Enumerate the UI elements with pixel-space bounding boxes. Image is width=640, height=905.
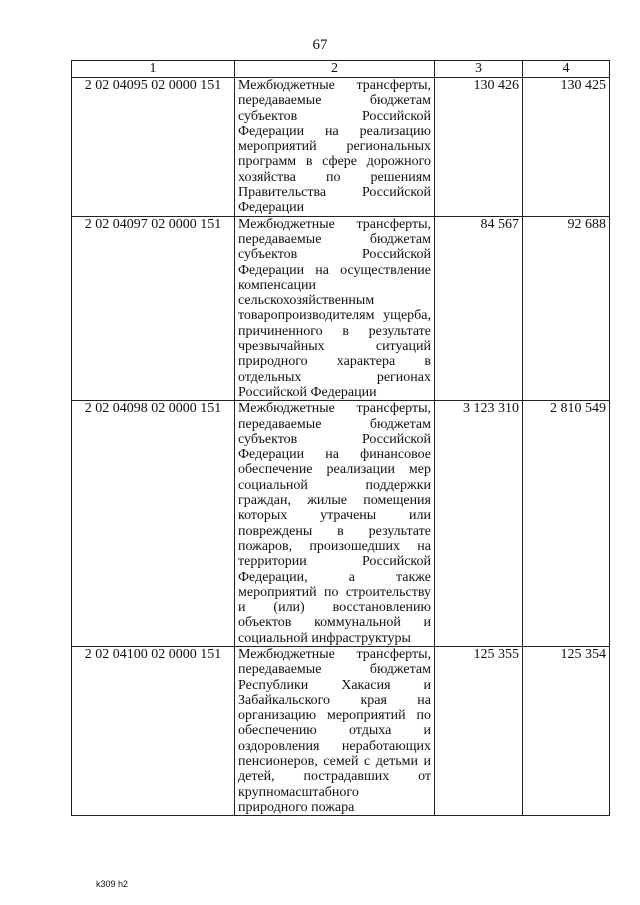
row-description: Межбюджетные трансферты, передаваемые бюджетам субъектов Российской Федерации на реализацию мероприятий региональных программ в сфере дорожного хозяйства по решениям Правительства Российской Федерации <box>235 78 435 217</box>
row-description: Межбюджетные трансферты, передаваемые бюджетам субъектов Российской Федерации на осуществление компенсации сельскохозяйственным товаропроизводителям ущерба, причиненного в результате чрезвычайных ситуаций природного характера в отдельных регионах Российской Федерации <box>235 216 435 401</box>
value-column-3: 125 355 <box>435 646 523 815</box>
value-column-4: 2 810 549 <box>523 401 610 647</box>
budget-code: 2 02 04095 02 0000 151 <box>72 78 235 217</box>
table-row <box>72 78 610 217</box>
column-header-4: 4 <box>523 61 610 78</box>
value-column-4: 125 354 <box>523 646 610 815</box>
footer-document-code: k309 h2 <box>96 879 129 889</box>
budget-code: 2 02 04098 02 0000 151 <box>72 401 235 647</box>
value-column-3: 3 123 310 <box>435 401 523 647</box>
budget-code: 2 02 04097 02 0000 151 <box>72 216 235 401</box>
value-column-3: 84 567 <box>435 216 523 401</box>
budget-table <box>71 60 610 816</box>
table-header-row <box>72 61 610 78</box>
column-header-1: 1 <box>72 61 235 78</box>
value-column-3: 130 426 <box>435 78 523 217</box>
column-header-3: 3 <box>435 61 523 78</box>
table-row <box>72 646 610 815</box>
table-row <box>72 216 610 401</box>
page-number: 67 <box>312 37 328 53</box>
row-description: Межбюджетные трансферты, передаваемые бюджетам субъектов Российской Федерации на финансовое обеспечение реализации мер социальной поддержки граждан, жилые помещения которых утрачены или повреждены в результате пожаров, произошедших на территории Российской Федерации, а также мероприятий по строительству и (или) восстановлению объектов коммунальной и социальной инфраструктуры <box>235 401 435 647</box>
row-description: Межбюджетные трансферты, передаваемые бюджетам Республики Хакасия и Забайкальского края на организацию мероприятий по обеспечению отдыха и оздоровления неработающих пенсионеров, семей с детьми и детей, пострадавших от крупномасштабного природного пожара <box>235 646 435 815</box>
column-header-2: 2 <box>235 61 435 78</box>
value-column-4: 92 688 <box>523 216 610 401</box>
table-row <box>72 401 610 647</box>
budget-code: 2 02 04100 02 0000 151 <box>72 646 235 815</box>
value-column-4: 130 425 <box>523 78 610 217</box>
